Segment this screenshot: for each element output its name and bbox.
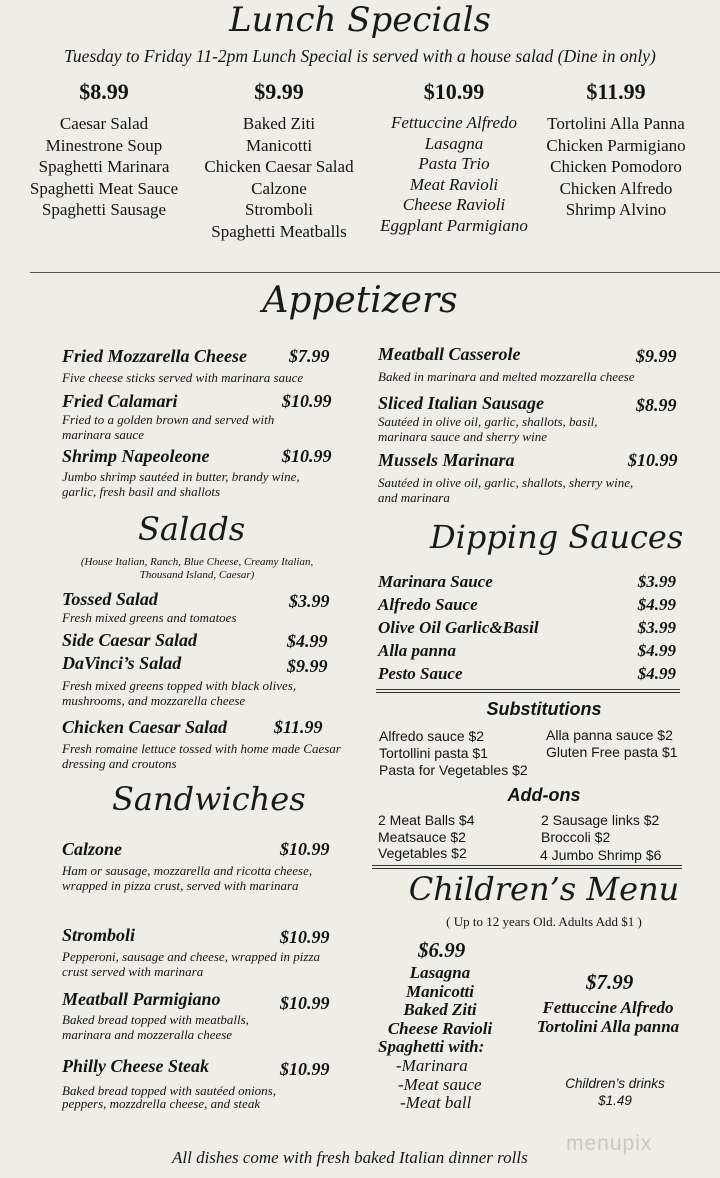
appetizer-name: Fried Calamari xyxy=(62,391,178,411)
sandwiches-title: Sandwiches xyxy=(112,780,306,818)
addon-item: 2 Sausage links $2 xyxy=(541,812,660,828)
salad-desc: Fresh mixed greens topped with black olives, mushrooms, and mozzarella cheese xyxy=(62,678,297,708)
sauce-name: Pesto Sauce xyxy=(378,664,463,683)
appetizer-name: Shrimp Napeoleone xyxy=(62,446,210,466)
sauce-price: $3.99 xyxy=(637,572,676,591)
lunch-item: Fettuccine Alfredo xyxy=(390,113,518,132)
appetizer-desc: Sautéed in olive oil, garlic, shallots, sherry wine, and marinara xyxy=(378,475,634,505)
lunch-item: Pasta Trio xyxy=(418,154,490,173)
salad-name: Chicken Caesar Salad xyxy=(62,717,228,737)
sandwich-desc: Ham or sausage, mozzarella and ricotta cheese, wrapped in pizza crust, served with marinara xyxy=(62,863,313,893)
substitution-item: Gluten Free pasta $1 xyxy=(546,744,678,760)
childrens-item: Manicotti xyxy=(405,981,474,1001)
lunch-item: Chicken Parmigiano xyxy=(546,135,686,155)
lunch-item: Tortolini Alla Panna xyxy=(547,114,685,133)
appetizer-desc: Baked in marinara and melted mozzarella cheese xyxy=(378,369,635,384)
lunch-item: Lasagna xyxy=(424,133,484,153)
salad-price: $4.99 xyxy=(287,631,328,651)
lunch-column-999 xyxy=(196,80,362,242)
sandwich-price: $10.99 xyxy=(280,993,330,1013)
substitutions-right xyxy=(546,727,678,761)
sandwich-price: $10.99 xyxy=(280,927,330,947)
childrens-item: Lasagna xyxy=(409,963,471,982)
sauce-row xyxy=(378,595,678,615)
menupix-watermark: menupix xyxy=(566,1132,653,1155)
addon-item: Meatsauce $2 xyxy=(378,828,466,845)
childrens-price-799: $7.99 xyxy=(586,970,634,994)
lunch-price: $10.99 xyxy=(423,79,485,104)
salad-name: Side Caesar Salad xyxy=(62,630,198,650)
addon-item: Vegetables $2 xyxy=(378,845,467,861)
salad-price: $11.99 xyxy=(274,717,323,737)
salad-name: DaVinci’s Salad xyxy=(62,653,182,673)
lunch-item: Spaghetti Meat Sauce xyxy=(29,178,179,198)
lunch-item: Spaghetti Sausage xyxy=(41,200,167,219)
substitution-item: Tortollini pasta $1 xyxy=(379,745,488,761)
appetizer-name: Meatball Casserole xyxy=(378,344,521,364)
childrens-list-799 xyxy=(520,999,696,1036)
lunch-item: Calzone xyxy=(251,178,307,198)
sandwich-name: Stromboli xyxy=(62,925,136,945)
lunch-item: Manicotti xyxy=(245,135,313,155)
salad-price: $3.99 xyxy=(289,591,330,611)
childrens-item: -Marinara xyxy=(396,1055,468,1075)
lunch-price: $8.99 xyxy=(79,79,129,104)
lunch-item: Shrimp Alvino xyxy=(565,200,667,219)
addon-item: 2 Meat Balls $4 xyxy=(378,812,475,828)
childrens-drinks-price: $1.49 xyxy=(598,1093,632,1108)
addons-divider xyxy=(372,868,682,869)
addons-left xyxy=(378,812,475,862)
sandwich-desc: Baked bread topped with sautéed onions, peppers, mozzdrella cheese, and steak xyxy=(62,1083,276,1111)
appetizer-desc: Jumbo shrimp sautéed in butter, brandy wine, garlic, fresh basil and shallots xyxy=(62,469,300,499)
appetizer-price: $9.99 xyxy=(636,346,677,366)
substitution-item: Alfredo sauce $2 xyxy=(379,728,485,744)
sauce-price: $3.99 xyxy=(637,618,676,637)
salads-title: Salads xyxy=(138,510,246,548)
lunch-item: Stromboli xyxy=(244,200,313,219)
appetizer-price: $10.99 xyxy=(628,450,678,470)
appetizer-desc: Fried to a golden brown and served with marinara sauce xyxy=(62,412,275,442)
childrens-item: Baked Ziti xyxy=(403,1000,477,1020)
lunch-price: $9.99 xyxy=(254,79,304,104)
addon-item: 4 Jumbo Shrimp $6 xyxy=(540,847,662,863)
appetizer-name: Mussels Marinara xyxy=(378,450,515,470)
sauce-row xyxy=(378,572,678,592)
lunch-item: Minestrone Soup xyxy=(45,135,163,155)
lunch-column-1099 xyxy=(368,80,540,236)
childrens-item: Tortolini Alla panna xyxy=(536,1016,680,1036)
sauce-price: $4.99 xyxy=(637,595,676,614)
sauce-name: Alfredo Sauce xyxy=(378,595,478,614)
substitution-item: Alla panna sauce $2 xyxy=(546,727,673,743)
sauce-name: Olive Oil Garlic&Basil xyxy=(378,618,539,637)
appetizer-desc: Five cheese sticks served with marinara sauce xyxy=(62,370,304,385)
salad-price: $9.99 xyxy=(287,656,328,676)
childrens-menu-title: Children’s Menu xyxy=(408,870,680,908)
salad-desc: Fresh mixed greens and tomatoes xyxy=(62,610,237,625)
sauce-price: $4.99 xyxy=(637,664,676,683)
addon-item: Broccoli $2 xyxy=(541,828,611,845)
sandwich-name: Philly Cheese Steak xyxy=(62,1056,209,1076)
sandwich-desc: Pepperoni, sausage and cheese, wrapped in pizza crust served with marinara xyxy=(62,949,321,979)
substitution-item: Pasta for Vegetables $2 xyxy=(379,762,528,778)
lunch-item: Cheese Ravioli xyxy=(402,195,506,214)
appetizer-price: $7.99 xyxy=(289,346,330,366)
sauce-name: Alla panna xyxy=(378,641,456,660)
sauces-divider xyxy=(376,689,680,690)
dipping-sauces-title: Dipping Sauces xyxy=(430,518,684,556)
addons-right xyxy=(541,812,661,864)
sandwich-name: Meatball Parmigiano xyxy=(62,989,221,1009)
lunch-column-1199 xyxy=(538,80,694,221)
appetizer-desc: Sautéed in olive oil, garlic, shallots, basil, marinara sauce and sherry wine xyxy=(378,414,598,444)
appetizer-price: $8.99 xyxy=(636,395,677,415)
sandwich-desc: Baked bread topped with meatballs, marinara and mozzeralla cheese xyxy=(62,1012,249,1042)
lunch-price: $11.99 xyxy=(586,79,646,104)
sandwich-name: Calzone xyxy=(62,839,123,859)
lunch-specials-title: Lunch Specials xyxy=(229,0,491,40)
salads-dressing-note: (House Italian, Ranch, Blue Cheese, Creamy Italian, Thousand Island, Caesar) xyxy=(80,556,314,581)
childrens-drinks xyxy=(540,1075,690,1109)
footer-note: All dishes come with fresh baked Italian dinner rolls xyxy=(172,1148,528,1167)
lunch-item: Chicken Alfredo xyxy=(559,178,673,198)
sauce-row xyxy=(378,618,678,638)
appetizer-price: $10.99 xyxy=(282,446,332,466)
appetizer-name: Fried Mozzarella Cheese xyxy=(62,346,248,366)
lunch-item: Spaghetti Meatballs xyxy=(211,221,347,241)
childrens-item: Cheese Ravioli xyxy=(387,1018,493,1038)
appetizer-name: Sliced Italian Sausage xyxy=(378,393,545,413)
lunch-item: Chicken Caesar Salad xyxy=(204,157,354,176)
lunch-item: Chicken Pomodoro xyxy=(550,157,682,176)
substitutions-left xyxy=(379,728,528,779)
childrens-price-699: $6.99 xyxy=(418,938,466,962)
appetizer-price: $10.99 xyxy=(282,391,332,411)
childrens-item: Fettuccine Alfredo xyxy=(542,998,674,1017)
sauce-price: $4.99 xyxy=(637,641,676,660)
childrens-item: -Meat ball xyxy=(400,1093,472,1113)
lunch-item: Meat Ravioli xyxy=(409,174,499,194)
childrens-item: -Meat sauce xyxy=(398,1074,482,1094)
substitutions-title: Substitutions xyxy=(486,699,602,719)
lunch-column-899 xyxy=(18,80,190,221)
childrens-drinks-label: Children’s drinks xyxy=(565,1076,665,1091)
sandwich-price: $10.99 xyxy=(280,839,330,859)
childrens-age-note: ( Up to 12 years Old. Adults Add $1 ) xyxy=(446,914,642,929)
section-divider xyxy=(30,272,720,273)
salad-name: Tossed Salad xyxy=(62,589,158,609)
addons-title: Add-ons xyxy=(507,785,581,805)
sandwich-price: $10.99 xyxy=(280,1059,330,1079)
lunch-subtitle: Tuesday to Friday 11-2pm Lunch Special is served with a house salad (Dine in only) xyxy=(64,46,656,66)
childrens-list-699 xyxy=(378,964,502,1113)
addons-divider xyxy=(372,865,682,866)
sauce-row xyxy=(378,664,678,684)
lunch-item: Baked Ziti xyxy=(242,114,316,133)
childrens-item: Spaghetti with: xyxy=(378,1037,485,1057)
sauce-row xyxy=(378,641,678,661)
lunch-item: Eggplant Parmigiano xyxy=(380,215,528,235)
salad-desc: Fresh romaine lettuce tossed with home made Caesar dressing and croutons xyxy=(62,741,341,771)
sauce-name: Marinara Sauce xyxy=(378,572,493,591)
lunch-item: Spaghetti Marinara xyxy=(38,157,170,176)
sauces-divider xyxy=(376,692,680,693)
lunch-item: Caesar Salad xyxy=(59,114,149,133)
appetizers-title: Appetizers xyxy=(262,280,458,321)
